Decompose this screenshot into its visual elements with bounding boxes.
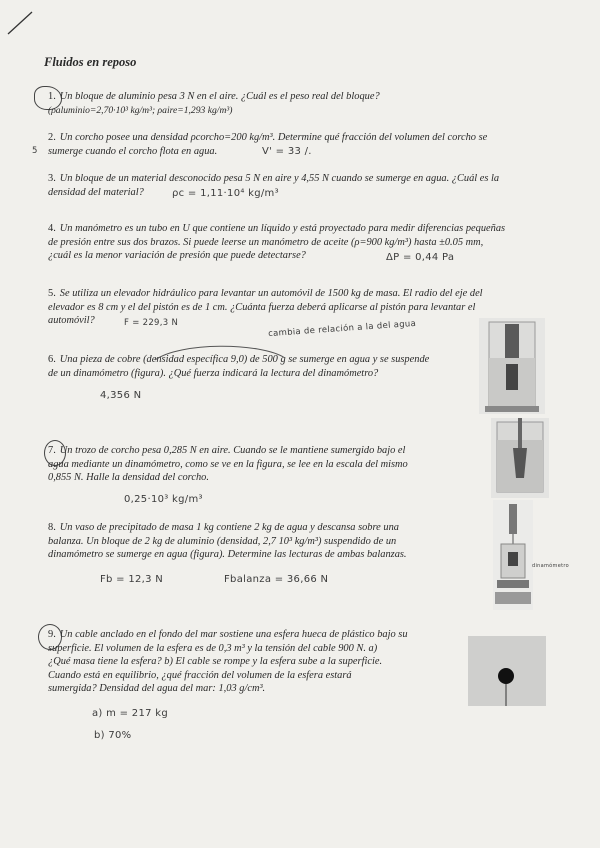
problem-5-line-3: automóvil? — [48, 315, 95, 326]
problem-4-number: 4. — [48, 223, 56, 234]
margin-note-5: 5 — [32, 146, 38, 156]
problem-1-line-1: Un bloque de aluminio pesa 3 N en el aire. ¿Cuál es el peso real del bloque? — [59, 91, 380, 102]
problem-8-number: 8. — [48, 522, 56, 533]
problem-5-line-2: elevador es 8 cm y el del pistón es de 1 cm. ¿Cuánta fuerza deberá aplicarse al pistón para levantar el — [48, 301, 476, 313]
problem-7-line-3: 0,855 N. Halle la densidad del corcho. — [48, 472, 209, 483]
figure-9-sphere — [468, 636, 546, 706]
problem-9-line-1: Un cable anclado en el fondo del mar sostiene una esfera hueca de plástico bajo su — [59, 629, 408, 640]
answer-4: ΔP = 0,44 Pa — [386, 252, 455, 263]
answer-9b: b) 70% — [94, 730, 132, 741]
problem-9-number: 9. — [48, 629, 56, 640]
page-title: Fluidos en reposo — [44, 55, 137, 69]
problem-8-line-1: Un vaso de precipitado de masa 1 kg contiene 2 kg de agua y descansa sobre una — [59, 522, 399, 533]
problem-6-line-1: Una pieza de cobre (densidad específica 9,0) de 500 g se sumerge en agua y se suspende — [59, 354, 430, 365]
problem-8 — [48, 521, 407, 562]
answer-8-right: Fbalanza = 36,66 N — [224, 574, 329, 585]
answer-3: ρc = 1,11·10⁴ kg/m³ — [172, 188, 279, 199]
answer-2: V' = 33 /. — [262, 146, 312, 157]
problem-3-number: 3. — [48, 173, 56, 184]
problem-2-line-2: sumerge cuando el corcho flota en agua. — [48, 145, 218, 157]
problem-9-line-2: superficie. El volumen de la esfera es de 0,3 m³ y la tensión del cable 900 N. a) — [48, 642, 378, 654]
problem-6-line-2: de un dinamómetro (figura). ¿Qué fuerza indicará la lectura del dinamómetro? — [48, 367, 379, 379]
problem-9-line-3: ¿Qué masa tiene la esfera? b) El cable se rompe y la esfera sube a la superficie. — [48, 656, 383, 667]
problem-5 — [48, 287, 483, 328]
answer-6-note: cambia de relación a la del agua — [267, 318, 417, 340]
problem-7-line-1: Un trozo de corcho pesa 0,285 N en aire. Cuando se le mantiene sumergido bajo el — [59, 445, 406, 456]
problem-9 — [48, 628, 408, 696]
pen-stroke-mark — [6, 8, 36, 38]
problem-4-line-3: ¿cuál es la menor variación de presión que puede detectarse? — [48, 250, 306, 261]
problem-7-line-2: agua mediante un dinamómetro, como se ve en la figura, se lee en la escala del mismo — [48, 458, 408, 470]
problem-1 — [48, 90, 380, 117]
answer-8-left: Fb = 12,3 N — [100, 574, 164, 585]
problem-1-number: 1. — [48, 91, 56, 102]
problem-1-line-2: (ρaluminio=2,70·10³ kg/m³; ρaire=1,293 kg/m³) — [48, 104, 233, 116]
answer-6: 4,356 N — [100, 390, 142, 401]
answer-7: 0,25·10³ kg/m³ — [124, 494, 203, 505]
problem-7-number: 7. — [48, 445, 56, 456]
problem-9-line-5: sumergida? Densidad del agua del mar: 1,03 g/cm³. — [48, 683, 266, 694]
figure-8-label: dinamómetro — [532, 563, 569, 569]
problem-5-number: 5. — [48, 288, 56, 299]
problem-7 — [48, 444, 408, 485]
problem-8-line-2: balanza. Un bloque de 2 kg de aluminio (densidad, 2,7 10³ kg/m³) suspendido de un — [48, 535, 397, 547]
problem-2-line-1: Un corcho posee una densidad ρcorcho=200 kg/m³. Determine qué fracción del volumen del corcho se — [59, 132, 488, 143]
problem-4-line-1: Un manómetro es un tubo en U que contiene un líquido y está proyectado para medir diferencias pequeñas — [59, 223, 506, 234]
answer-9a: a) m = 217 kg — [92, 708, 168, 719]
figure-8-balance — [493, 500, 533, 610]
problem-8-line-3: dinamómetro se sumerge en agua (figura). Determine las lecturas de ambas balanzas. — [48, 549, 407, 560]
answer-5: F = 229,3 N — [124, 318, 179, 328]
problem-4-line-2: de presión entre sus dos brazos. Si puede leerse un manómetro de aceite (ρ=900 kg/m³) hasta ±0.05 mm, — [48, 236, 484, 248]
figure-7-beaker — [491, 418, 549, 498]
problem-3-line-1: Un bloque de un material desconocido pesa 5 N en aire y 4,55 N cuando se sumerge en agua. ¿Cuál es la — [59, 173, 500, 184]
problem-5-line-1: Se utiliza un elevador hidráulico para levantar un automóvil de 1500 kg de masa. El radio del eje del — [59, 288, 483, 299]
problem-3-line-2: densidad del material? — [48, 186, 144, 198]
problem-9-line-4: Cuando está en equilibrio, ¿qué fracción del volumen de la esfera estará — [48, 669, 352, 681]
problem-6-number: 6. — [48, 354, 56, 365]
problem-2-number: 2. — [48, 132, 56, 143]
figure-6-beaker — [479, 318, 545, 414]
annotation-loop-stroke — [150, 340, 290, 370]
